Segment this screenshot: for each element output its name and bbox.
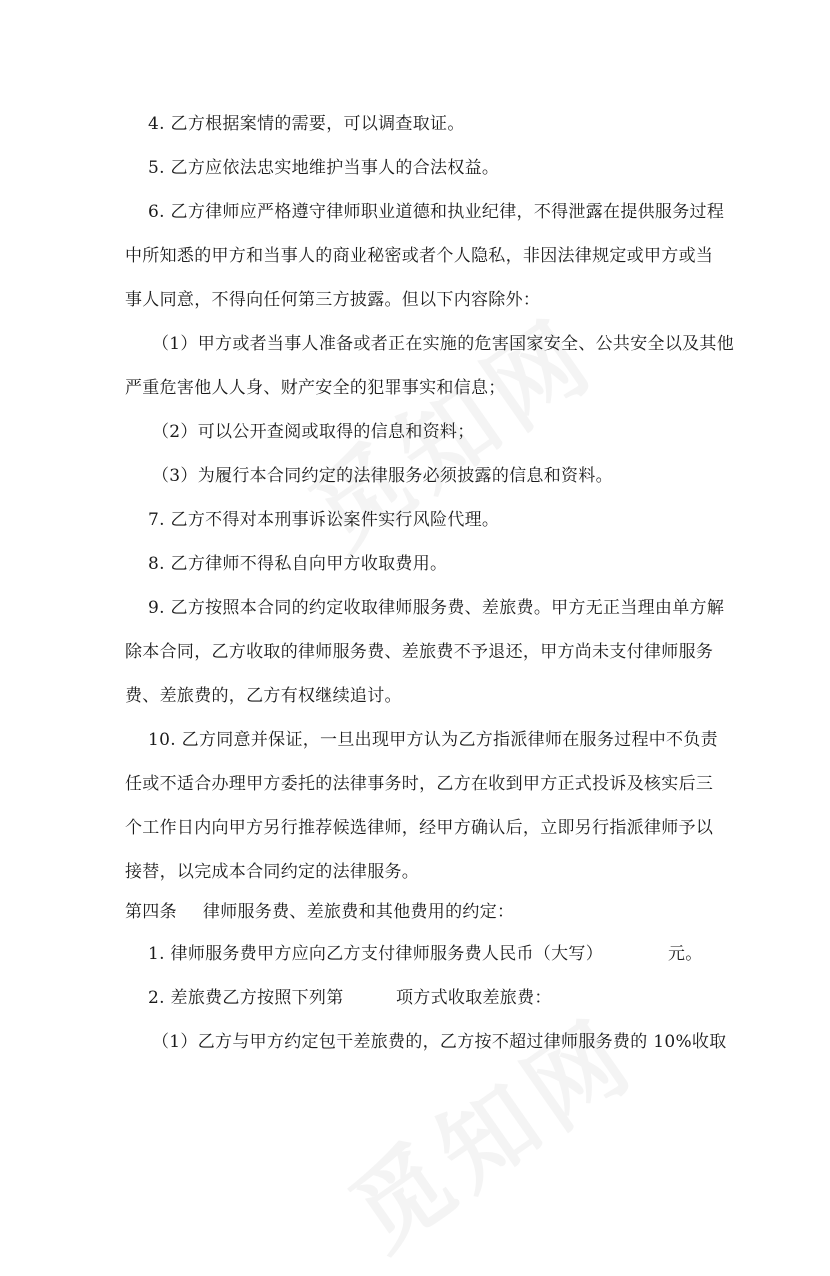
clause-9-line: 费、差旅费的，乙方有权继续追讨。: [125, 686, 402, 706]
clause-6-item-1: 严重危害他人人身、财产安全的犯罪事实和信息；: [125, 378, 506, 398]
clause-6-line: 中所知悉的甲方和当事人的商业秘密或者个人隐私，非因法律规定或甲方或当: [125, 246, 714, 266]
clause-6-item-3: （3）为履行本合同约定的法律服务必须披露的信息和资料。: [152, 466, 613, 486]
clause-9-line: 除本合同，乙方收取的律师服务费、差旅费不予退还，甲方尚未支付律师服务: [125, 642, 714, 662]
fee-item-2: 2. 差旅费乙方按照下列第: [148, 988, 344, 1008]
clause-8: 8. 乙方律师不得私自向甲方收取费用。: [148, 554, 448, 574]
fee-item-1: [148, 942, 603, 966]
fee-item-1-unit: 元。: [668, 944, 703, 964]
clause-10-line: 10. 乙方同意并保证，一旦出现甲方认为乙方指派律师在服务过程中不负责: [148, 730, 718, 750]
clause-10-line: 接替，以完成本合同约定的法律服务。: [125, 862, 420, 882]
clause-9-line: 9. 乙方按照本合同的约定收取律师服务费、差旅费。甲方无正当理由单方解: [148, 598, 725, 618]
article-4-heading: [125, 900, 514, 924]
watermark: [319, 981, 658, 1276]
article-title: 律师服务费、差旅费和其他费用的约定：: [202, 902, 515, 922]
article-number: 第四条: [125, 902, 177, 922]
fee-item-2-rest: 项方式收取差旅费：: [396, 988, 552, 1008]
clause-10-line: 个工作日内向甲方另行推荐候选律师，经甲方确认后，立即另行指派律师予以: [125, 818, 714, 838]
clause-7: 7. 乙方不得对本刑事诉讼案件实行风险代理。: [148, 510, 500, 530]
clause-4: 4. 乙方根据案情的需要，可以调查取证。: [148, 114, 465, 134]
clause-10-line: 任或不适合办理甲方委托的法律事务时，乙方在收到甲方正式投诉及核实后三: [125, 774, 714, 794]
clause-6-line: 事人同意，不得向任何第三方披露。但以下内容除外：: [125, 290, 541, 310]
clause-6-line: 6. 乙方律师应严格遵守律师职业道德和执业纪律，不得泄露在提供服务过程: [148, 202, 725, 222]
clause-6-item-2: （2）可以公开查阅或取得的信息和资料；: [152, 422, 475, 442]
fee-item-2-option-1: （1）乙方与甲方约定包干差旅费的，乙方按不超过律师服务费的 10%收取: [152, 1032, 727, 1052]
clause-5: 5. 乙方应依法忠实地维护当事人的合法权益。: [148, 158, 500, 178]
clause-6-item-1: （1）甲方或者当事人准备或者正在实施的危害国家安全、公共安全以及其他: [152, 334, 735, 354]
fee-item-1-text: 1. 律师服务费甲方应向乙方支付律师服务费人民币（大写）: [148, 944, 604, 964]
